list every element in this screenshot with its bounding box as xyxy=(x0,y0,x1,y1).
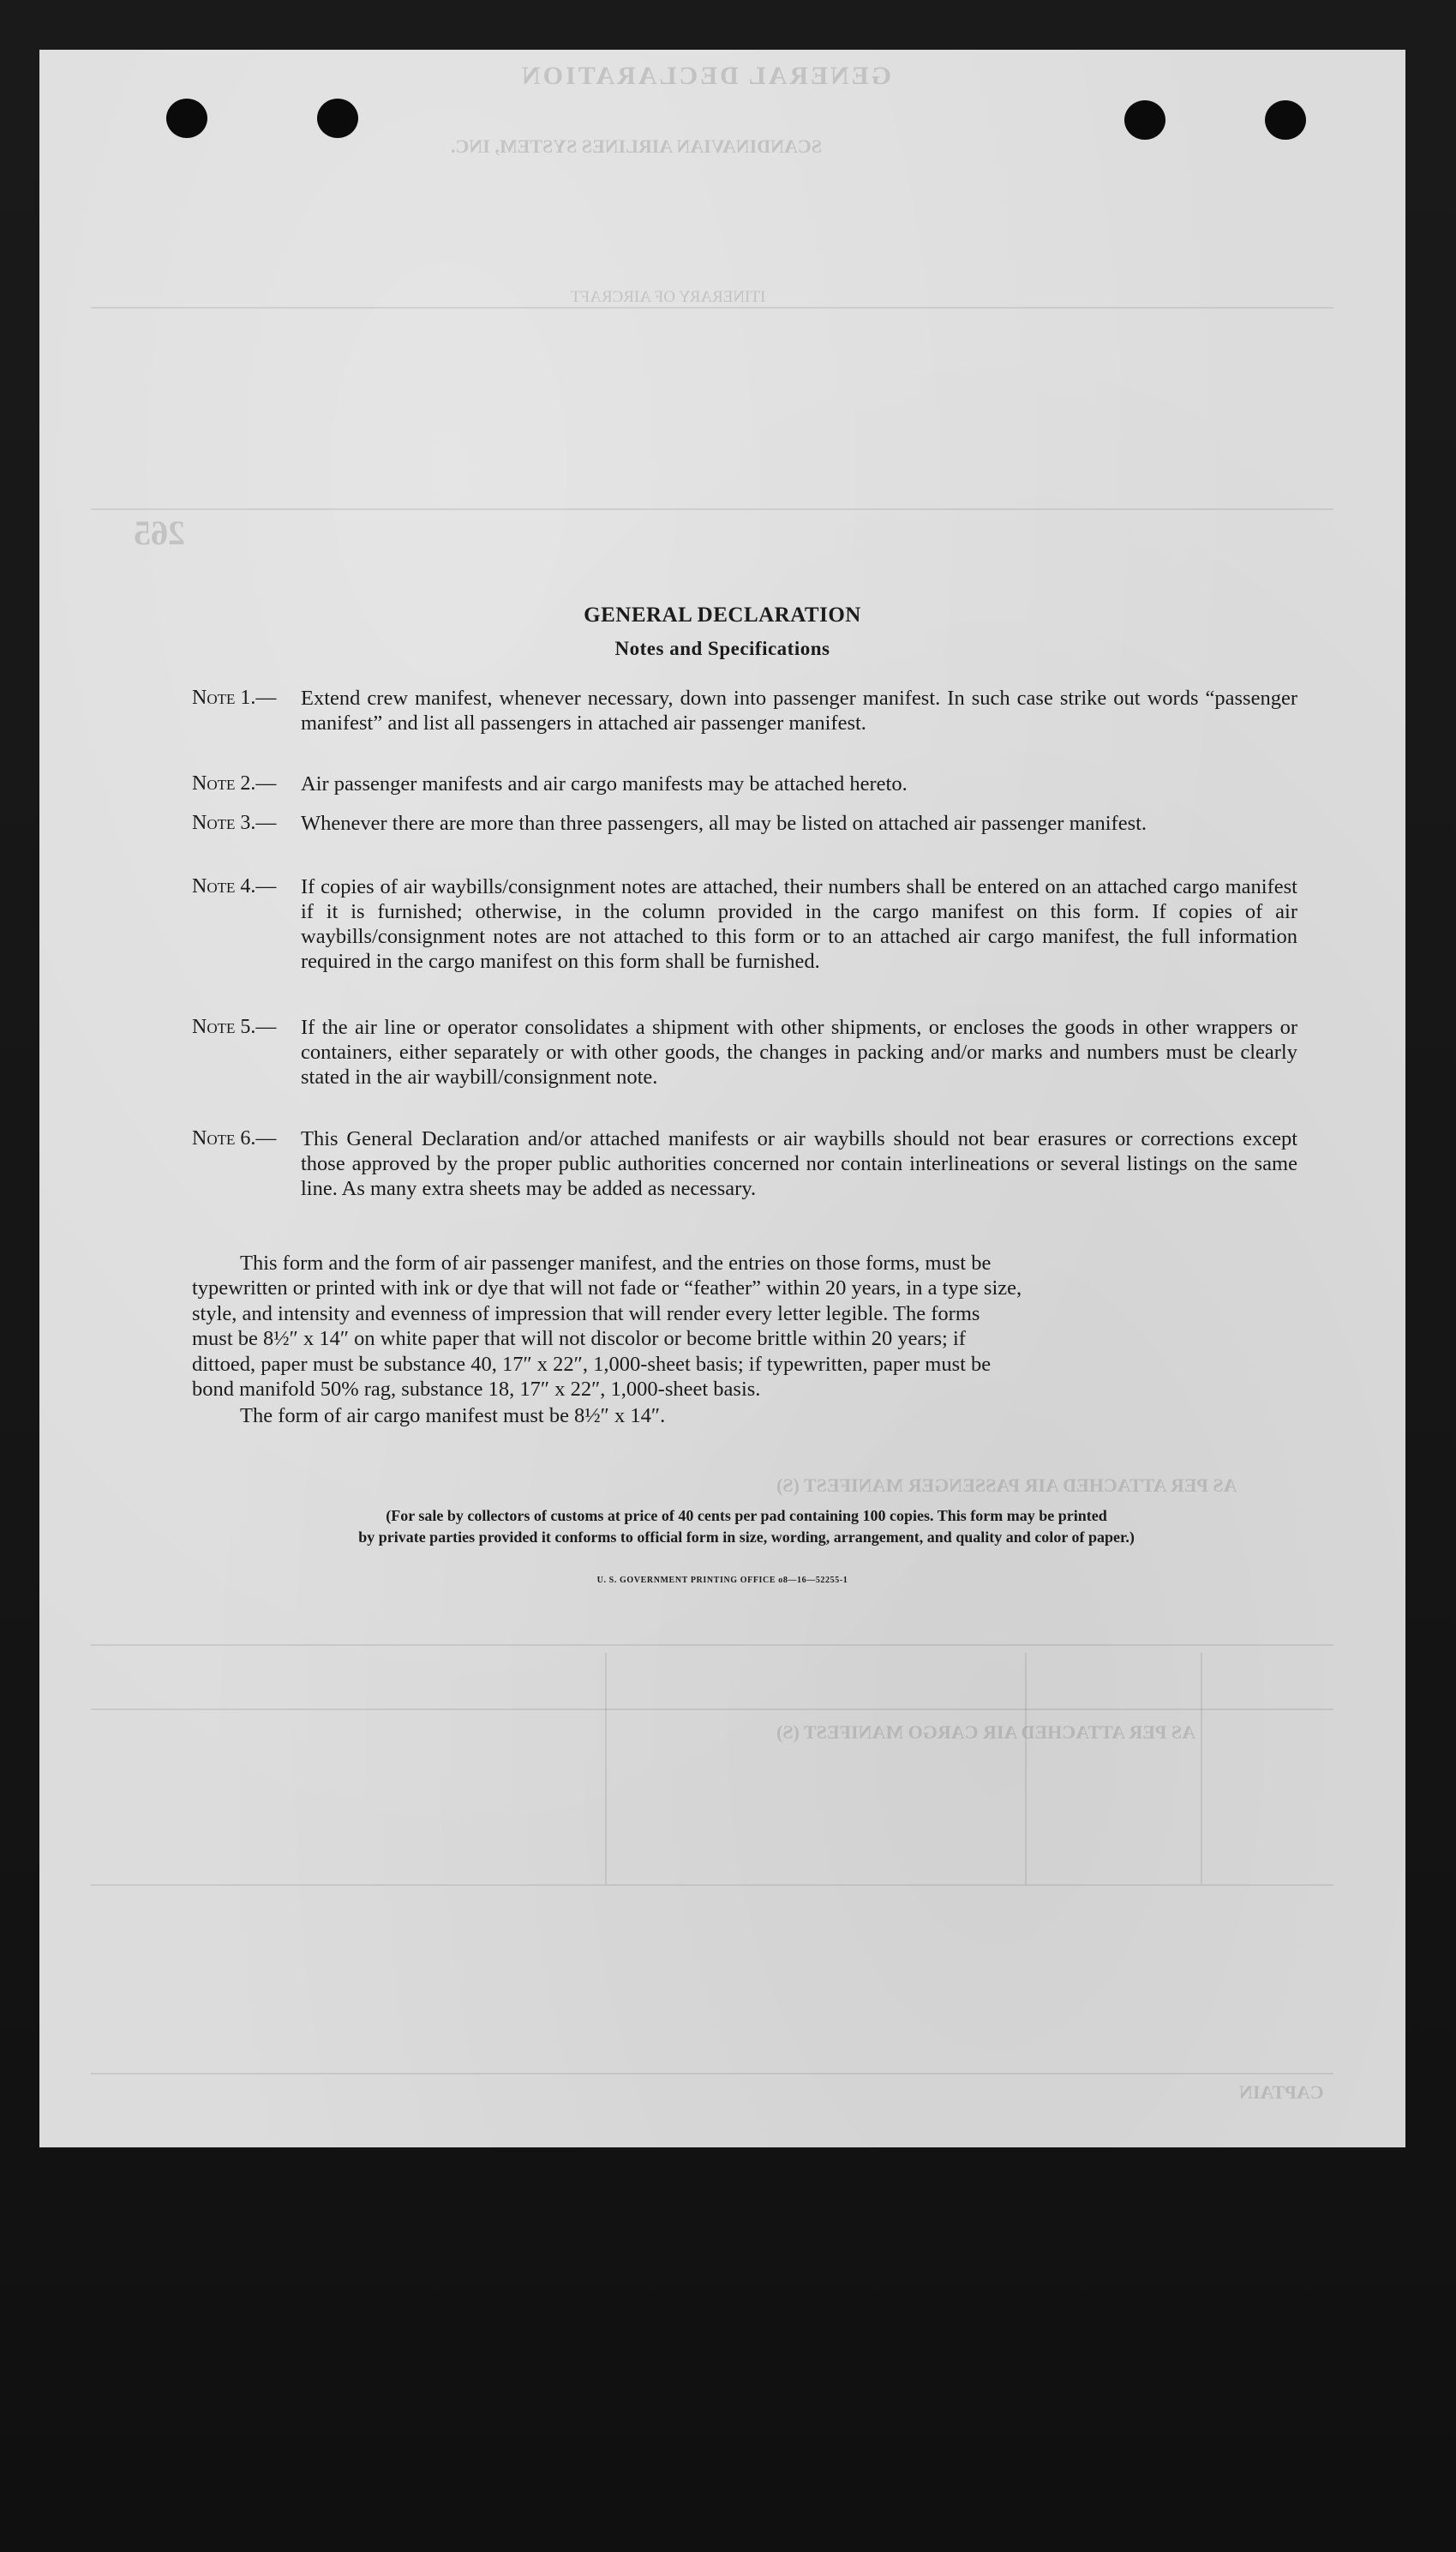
reverse-number: 265 xyxy=(134,513,185,552)
note-label: Note 4.— xyxy=(192,875,277,898)
note-text: This General Declaration and/or attached manifests or air waybills should not bear erasures or corrections except those approved by the proper public authorities concerned nor contain interlineations or several listings on the same line. As many extra sheets may be added as necessary. xyxy=(301,1127,1297,1200)
note-2 xyxy=(192,772,1297,796)
note-label: Note 6.— xyxy=(192,1127,277,1150)
spec-line: typewritten or printed with ink or dye that will not fade or “feather” within 20 years, in a type size, xyxy=(192,1276,1022,1300)
sale-notice xyxy=(194,1505,1299,1548)
document-page xyxy=(39,50,1405,2147)
spec-line: dittoed, paper must be substance 40, 17″ x 22″, 1,000-sheet basis; if typewritten, paper must be xyxy=(192,1352,992,1376)
note-label: Note 3.— xyxy=(192,812,277,834)
specifications-paragraph-body xyxy=(192,1276,1297,1402)
note-text: Air passenger manifests and air cargo manifests may be attached hereto. xyxy=(301,772,908,796)
note-text: If the air line or operator consolidates a shipment with other shipments, or encloses the goods in other wrappers or containers, either separately or with other goods, the changes in packing and/or marks and numbers must be clearly stated in the air waybill/consignment note. xyxy=(301,1016,1297,1089)
spec-line: must be 8½″ x 14″ on white paper that will not discolor or become brittle within 20 years; if xyxy=(192,1327,966,1350)
note-label: Note 2.— xyxy=(192,772,277,795)
reverse-passenger-heading: AS PER ATTACHED AIR PASSENGER MANIFEST (S) xyxy=(776,1474,1237,1496)
spec-line: This form and the form of air passenger manifest, and the entries on those forms, must be xyxy=(240,1252,992,1275)
reverse-heading: GENERAL DECLARATION xyxy=(519,62,892,90)
spec-line: bond manifold 50% rag, substance 18, 17″ x 22″, 1,000-sheet basis. xyxy=(192,1378,761,1401)
note-text: Whenever there are more than three passengers, all may be listed on attached air passenger manifest. xyxy=(301,812,1147,835)
note-3 xyxy=(192,811,1297,836)
cargo-manifest-size: The form of air cargo manifest must be 8½″ x 14″. xyxy=(240,1404,666,1427)
note-4 xyxy=(192,874,1297,974)
declaration-notes xyxy=(39,50,1405,2147)
reverse-cargo-heading: AS PER ATTACHED AIR CARGO MANIFEST (S) xyxy=(776,1721,1195,1743)
reverse-captain: CAPTAIN xyxy=(1239,2081,1324,2103)
note-text: Extend crew manifest, whenever necessary, down into passenger manifest. In such case strike out words “passenger manifest” and list all passengers in attached air passenger manifest. xyxy=(301,687,1297,735)
specifications-paragraph xyxy=(240,1251,1296,1276)
note-1 xyxy=(192,686,1297,736)
page-title: GENERAL DECLARATION xyxy=(584,603,861,627)
page-subtitle: Notes and Specifications xyxy=(614,638,830,659)
sale-notice-line: (For sale by collectors of customs at price of 40 cents per pad containing 100 copies. This form may be printed xyxy=(386,1507,1107,1524)
reverse-itinerary: ITINERARY OF AIRCRAFT xyxy=(571,288,766,306)
note-label: Note 1.— xyxy=(192,687,277,709)
sale-notice-line: by private parties provided it conforms to official form in size, wording, arrangement, and quality and color of paper.) xyxy=(358,1528,1135,1546)
note-text: If copies of air waybills/consignment notes are attached, their numbers shall be entered on an attached cargo manifest if it is furnished; otherwise, in the column provided in the cargo manifest on this form. If copies of air waybills/consignment notes are not attached to this form or to an attached air cargo manifest, the full information required in the cargo manifest on this form shall be furnished. xyxy=(301,875,1297,973)
note-label: Note 5.— xyxy=(192,1016,277,1038)
note-6 xyxy=(192,1126,1297,1201)
reverse-operator: SCANDINAVIAN AIRLINES SYSTEM, INC. xyxy=(451,135,822,157)
note-5 xyxy=(192,1015,1297,1090)
printer-imprint: U. S. GOVERNMENT PRINTING OFFICE o8—16—52255-1 xyxy=(596,1576,848,1585)
spec-line: style, and intensity and evenness of impression that will render every letter legible. The forms xyxy=(192,1301,980,1325)
